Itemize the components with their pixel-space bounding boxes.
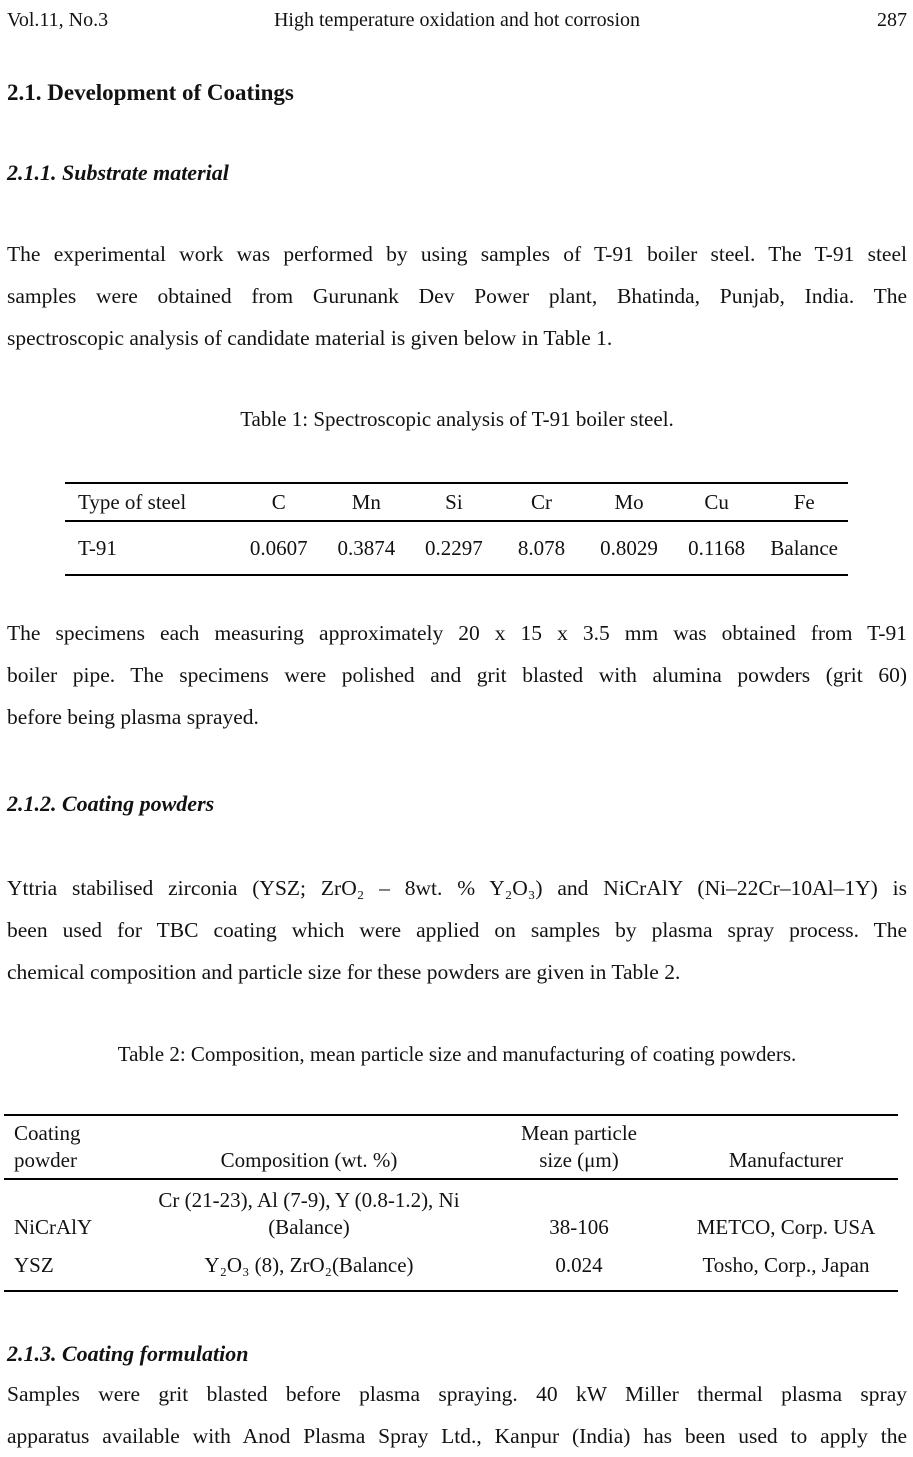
table2-cell-manufacturer: METCO, Corp. USA [696,1215,876,1239]
table1-header-mn: Mn [323,483,411,521]
table2-cell-powder: NiCrAlY [14,1215,93,1239]
subsection-heading-substrate-material: 2.1.1. Substrate material [7,160,229,185]
table1-cell-fe: Balance [770,535,838,560]
paragraph-line: The experimental work was performed by using samples of T-91 boiler steel. The T-91 steel [7,242,907,266]
table1-header-c: C [235,483,323,521]
subsection-heading-coating-powders: 2.1.2. Coating powders [7,791,215,816]
table2-cell-size: 38-106 [549,1215,609,1239]
paragraph-line: spectroscopic analysis of candidate material is given below in Table 1. [7,326,613,350]
table1-cell-cr: 8.078 [517,535,566,560]
table1-header-si: Si [410,483,498,521]
paragraph-coating-formulation [7,1373,907,1457]
table1-header-mo: Mo [585,483,673,521]
page-number: 287 [877,9,907,31]
table1-cell-steel-type: T-91 [78,535,117,560]
paragraph-line: been used for TBC coating which were applied on samples by plasma spray process. The [7,918,907,942]
table1-data-row [65,521,848,575]
table1-cell-si: 0.2297 [425,535,483,560]
table1-cell-cu: 0.1168 [688,535,746,560]
table2-header-line: Mean particle [520,1121,638,1145]
table2-header-line: Coating [14,1121,81,1145]
paragraph-line: chemical composition and particle size for these powders are given in Table 2. [7,960,681,984]
table2-composition-line: (Balance) [268,1215,350,1239]
paragraph-specimens [7,612,907,738]
subsection-heading-coating-formulation: 2.1.3. Coating formulation [7,1341,249,1366]
table2-row-nicraly [4,1179,898,1250]
table2-cell-composition: Y₂O₃ (8), ZrO₂(Balance) [204,1253,414,1277]
table1-cell-mn: 0.3874 [337,535,396,560]
table1-header-cr: Cr [498,483,586,521]
paragraph-line: before being plasma sprayed. [7,705,259,729]
table2-cell-manufacturer: Tosho, Corp., Japan [702,1253,870,1277]
table2-cell-size: 0.024 [555,1253,603,1277]
table2-coating-powders [4,1114,898,1292]
table2-caption: Table 2: Composition, mean particle size and manufacturing of coating powders. [117,1042,797,1066]
table2-header-mean-particle-size [484,1115,674,1179]
table2-header-manufacturer: Manufacturer [674,1115,898,1179]
journal-volume-label: Vol.11, No.3 [7,9,109,31]
table1-header-fe: Fe [760,483,848,521]
table2-row-ysz [4,1250,898,1291]
running-head [7,6,907,34]
table2-header-row [4,1115,898,1179]
paragraph-line: Yttria stabilised zirconia (YSZ; ZrO₂ – 8wt. % Y₂O₃) and NiCrAlY (Ni–22Cr–10Al–1Y) is [7,876,907,900]
section-heading-development-of-coatings: 2.1. Development of Coatings [7,80,294,105]
running-title: High temperature oxidation and hot corrosion [273,9,640,31]
table2-cell-powder: YSZ [14,1253,54,1277]
table1-header-type-of-steel: Type of steel [65,483,235,521]
table2-header-composition: Composition (wt. %) [134,1115,484,1179]
table1-cell-c: 0.0607 [249,535,308,560]
table2-header-line: powder [14,1148,77,1172]
table1-cell-mo: 0.8029 [600,535,658,560]
table1-caption: Table 1: Spectroscopic analysis of T-91 boiler steel. [240,407,674,431]
paragraph-line: apparatus available with Anod Plasma Spray Ltd., Kanpur (India) has been used to apply the [7,1424,907,1448]
table2-composition-line: Cr (21-23), Al (7-9), Y (0.8-1.2), Ni [158,1188,460,1212]
paragraph-coating-powders [7,867,907,993]
table2-header-line: size (μm) [539,1148,619,1172]
table2-header-coating-powder [4,1115,134,1179]
table1-spectroscopic-analysis [65,482,848,576]
paragraph-line: The specimens each measuring approximately 20 x 15 x 3.5 mm was obtained from T-91 [7,621,907,645]
table1-header-row [65,483,848,521]
paragraph-line: boiler pipe. The specimens were polished and grit blasted with alumina powders (grit 60) [7,663,907,687]
paragraph-substrate-material [7,233,907,359]
table2-cell-composition [134,1179,484,1250]
paragraph-line: Samples were grit blasted before plasma spraying. 40 kW Miller thermal plasma spray [7,1382,907,1406]
paragraph-line: samples were obtained from Gurunank Dev Power plant, Bhatinda, Punjab, India. The [7,284,907,308]
table1-header-cu: Cu [673,483,761,521]
